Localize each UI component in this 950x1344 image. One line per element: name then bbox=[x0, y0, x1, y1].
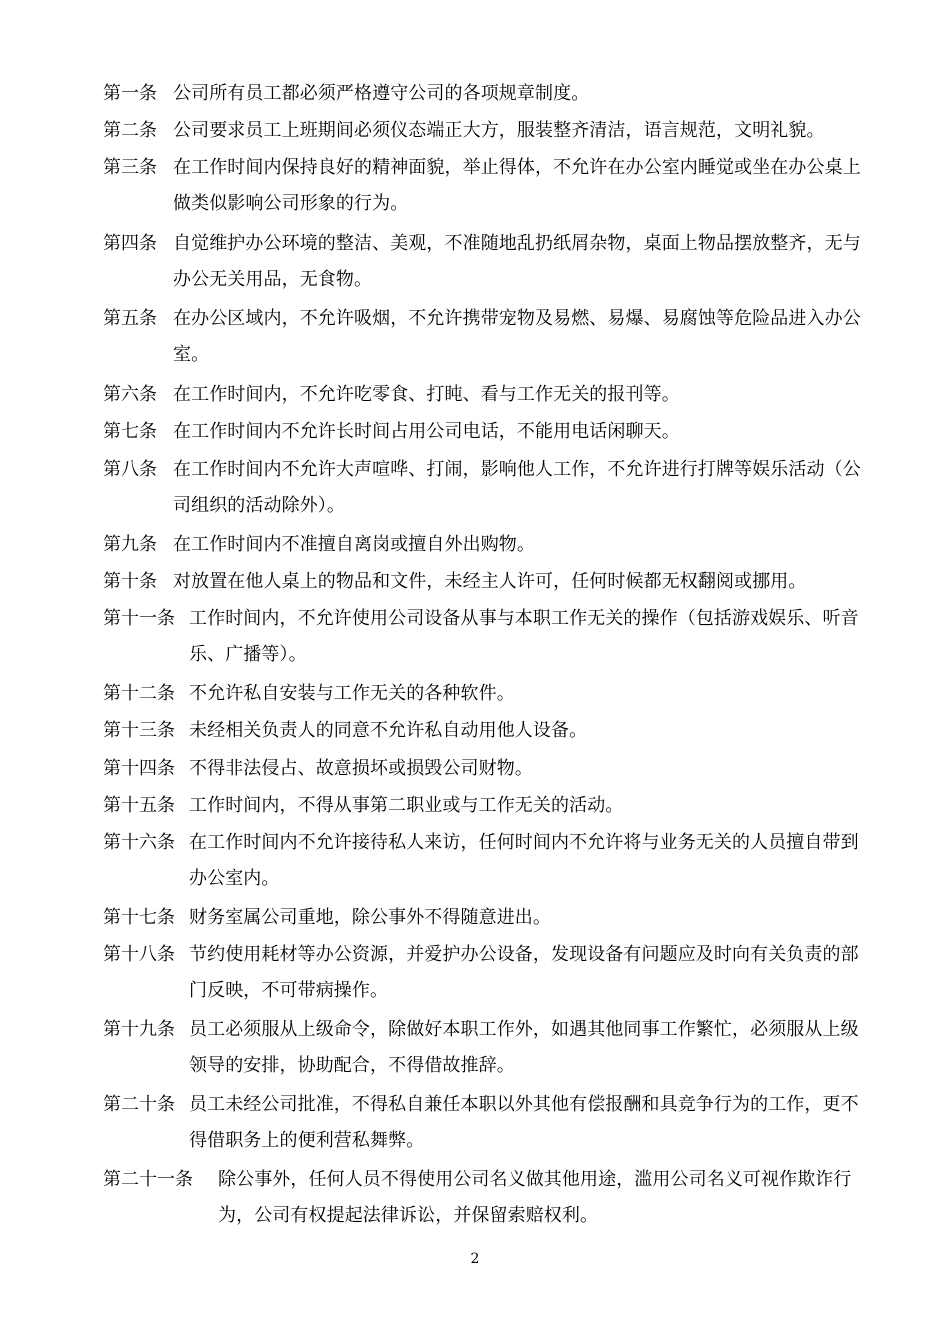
article-number: 第四条 bbox=[103, 233, 157, 254]
article-8 bbox=[103, 452, 873, 524]
article-16 bbox=[103, 825, 873, 897]
article-number: 第二十一条 bbox=[103, 1169, 193, 1190]
article-text: 在工作时间内不准擅自离岗或擅自外出购物。 bbox=[173, 534, 535, 555]
article-text: 节约使用耗材等办公资源，并爱护办公设备，发现设备有问题应及时向有关负责的部门反映，不可带病操作。 bbox=[189, 944, 859, 1001]
article-text: 在工作时间内不允许长时间占用公司电话，不能用电话闲聊天。 bbox=[173, 421, 680, 442]
article-number: 第十九条 bbox=[103, 1019, 175, 1040]
article-text: 对放置在他人桌上的物品和文件，未经主人许可，任何时候都无权翻阅或挪用。 bbox=[173, 571, 807, 592]
article-number: 第十六条 bbox=[103, 832, 175, 853]
article-number: 第十八条 bbox=[103, 944, 175, 965]
article-text: 未经相关负责人的同意不允许私自动用他人设备。 bbox=[189, 720, 588, 741]
article-text: 不允许私自安装与工作无关的各种软件。 bbox=[189, 683, 515, 704]
article-number: 第六条 bbox=[103, 384, 157, 405]
article-12 bbox=[103, 676, 873, 712]
article-3 bbox=[103, 150, 873, 222]
article-15 bbox=[103, 788, 873, 824]
article-18 bbox=[103, 937, 873, 1009]
article-number: 第五条 bbox=[103, 308, 157, 329]
article-2 bbox=[103, 113, 873, 149]
article-number: 第二十条 bbox=[103, 1094, 175, 1115]
article-text: 员工必须服从上级命令，除做好本职工作外，如遇其他同事工作繁忙，必须服从上级领导的安排，协助配合，不得借故推辞。 bbox=[189, 1019, 859, 1076]
article-text: 在工作时间内不允许大声喧哗、打闹，影响他人工作，不允许进行打牌等娱乐活动（公司组织的活动除外）。 bbox=[173, 459, 861, 516]
article-number: 第十七条 bbox=[103, 907, 175, 928]
article-number: 第七条 bbox=[103, 421, 157, 442]
article-17 bbox=[103, 900, 873, 936]
article-9 bbox=[103, 527, 873, 563]
article-4 bbox=[103, 226, 873, 298]
article-text: 不得非法侵占、故意损坏或损毁公司财物。 bbox=[189, 758, 533, 779]
article-text: 工作时间内，不得从事第二职业或与工作无关的活动。 bbox=[189, 795, 624, 816]
article-7 bbox=[103, 414, 873, 450]
article-text: 在工作时间内保持良好的精神面貌，举止得体，不允许在办公室内睡觉或坐在办公桌上做类似影响公司形象的行为。 bbox=[173, 157, 861, 214]
article-number: 第十三条 bbox=[103, 720, 175, 741]
article-text: 在工作时间内不允许接待私人来访，任何时间内不允许将与业务无关的人员擅自带到办公室内。 bbox=[189, 832, 859, 889]
article-text: 在办公区域内，不允许吸烟，不允许携带宠物及易燃、易爆、易腐蚀等危险品进入办公室。 bbox=[173, 308, 861, 365]
article-number: 第二条 bbox=[103, 120, 157, 141]
article-20 bbox=[103, 1087, 873, 1159]
article-text: 自觉维护办公环境的整洁、美观，不准随地乱扔纸屑杂物，桌面上物品摆放整齐，无与办公无关用品，无食物。 bbox=[173, 233, 861, 290]
article-5 bbox=[103, 301, 873, 373]
article-number: 第三条 bbox=[103, 157, 157, 178]
article-number: 第十条 bbox=[103, 571, 157, 592]
article-text: 员工未经公司批准，不得私自兼任本职以外其他有偿报酬和具竞争行为的工作，更不得借职务上的便利营私舞弊。 bbox=[189, 1094, 859, 1151]
article-number: 第一条 bbox=[103, 83, 157, 104]
article-number: 第九条 bbox=[103, 534, 157, 555]
article-text: 在工作时间内，不允许吃零食、打盹、看与工作无关的报刊等。 bbox=[173, 384, 680, 405]
article-10 bbox=[103, 564, 873, 600]
article-19 bbox=[103, 1012, 873, 1084]
article-14 bbox=[103, 751, 873, 787]
article-11 bbox=[103, 601, 873, 673]
article-number: 第十四条 bbox=[103, 758, 175, 779]
article-number: 第十一条 bbox=[103, 608, 175, 629]
article-text: 公司要求员工上班期间必须仪态端正大方，服装整齐清洁，语言规范，文明礼貌。 bbox=[173, 120, 825, 141]
article-1 bbox=[103, 76, 873, 112]
article-text: 公司所有员工都必须严格遵守公司的各项规章制度。 bbox=[173, 83, 590, 104]
article-number: 第八条 bbox=[103, 459, 157, 480]
article-text: 除公事外，任何人员不得使用公司名义做其他用途，滥用公司名义可视作欺诈行为，公司有权提起法律诉讼，并保留索赔权利。 bbox=[218, 1169, 852, 1226]
article-21 bbox=[103, 1162, 873, 1234]
article-number: 第十二条 bbox=[103, 683, 175, 704]
page-number: 2 bbox=[470, 1251, 480, 1267]
article-text: 财务室属公司重地，除公事外不得随意进出。 bbox=[189, 907, 551, 928]
article-text: 工作时间内，不允许使用公司设备从事与本职工作无关的操作（包括游戏娱乐、听音乐、广播等）。 bbox=[189, 608, 859, 665]
article-number: 第十五条 bbox=[103, 795, 175, 816]
article-13 bbox=[103, 713, 873, 749]
article-6 bbox=[103, 377, 873, 413]
